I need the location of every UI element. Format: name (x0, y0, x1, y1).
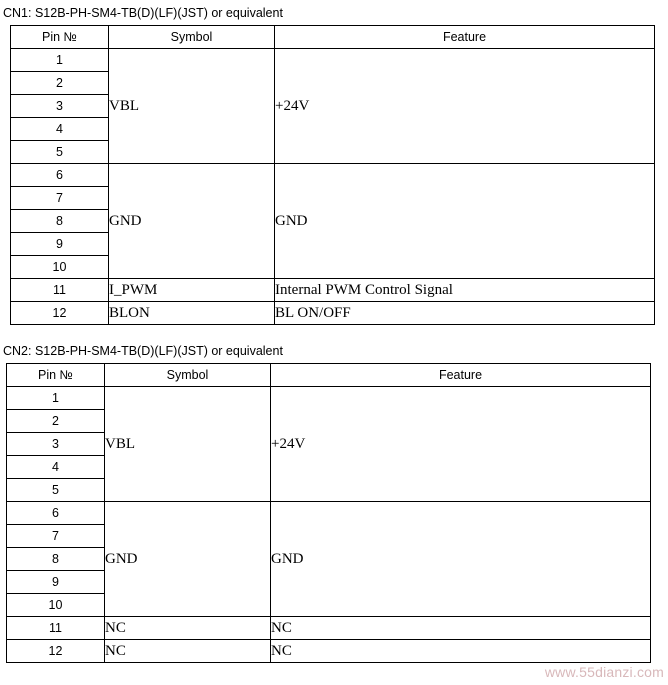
symbol-cell: BLON (109, 302, 275, 325)
pin-cell: 6 (11, 164, 109, 187)
cn2-caption: CN2: S12B-PH-SM4-TB(D)(LF)(JST) or equivalent (3, 344, 283, 358)
pin-cell: 12 (11, 302, 109, 325)
symbol-column-header: Symbol (105, 364, 271, 387)
feature-cell: GND (271, 502, 651, 617)
symbol-cell: VBL (109, 49, 275, 164)
feature-cell: Internal PWM Control Signal (275, 279, 655, 302)
cn1-pin-table (10, 25, 655, 325)
table-row (7, 640, 651, 663)
pin-column-header: Pin № (7, 364, 105, 387)
pin-cell: 2 (11, 72, 109, 95)
symbol-cell: I_PWM (109, 279, 275, 302)
feature-cell: +24V (275, 49, 655, 164)
pin-cell: 10 (7, 594, 105, 617)
symbol-cell: NC (105, 640, 271, 663)
symbol-cell: VBL (105, 387, 271, 502)
pin-column-header: Pin № (11, 26, 109, 49)
cn2-pin-table (6, 363, 651, 663)
pin-cell: 10 (11, 256, 109, 279)
pin-cell: 12 (7, 640, 105, 663)
feature-cell: NC (271, 617, 651, 640)
symbol-column-header: Symbol (109, 26, 275, 49)
feature-column-header: Feature (271, 364, 651, 387)
pin-cell: 9 (7, 571, 105, 594)
table-row (11, 164, 655, 187)
pin-cell: 9 (11, 233, 109, 256)
watermark: www.55dianzi.com (544, 664, 664, 680)
symbol-cell: GND (105, 502, 271, 617)
table-row (7, 617, 651, 640)
table-header-row (11, 26, 655, 49)
pin-cell: 4 (11, 118, 109, 141)
pin-cell: 6 (7, 502, 105, 525)
pin-cell: 7 (7, 525, 105, 548)
feature-cell: NC (271, 640, 651, 663)
feature-cell: +24V (271, 387, 651, 502)
pin-cell: 3 (11, 95, 109, 118)
table-header-row (7, 364, 651, 387)
pin-cell: 1 (11, 49, 109, 72)
pin-cell: 5 (11, 141, 109, 164)
feature-cell: BL ON/OFF (275, 302, 655, 325)
symbol-cell: NC (105, 617, 271, 640)
pin-cell: 1 (7, 387, 105, 410)
feature-cell: GND (275, 164, 655, 279)
cn1-caption: CN1: S12B-PH-SM4-TB(D)(LF)(JST) or equivalent (3, 6, 283, 20)
pin-cell: 3 (7, 433, 105, 456)
pin-cell: 8 (7, 548, 105, 571)
feature-column-header: Feature (275, 26, 655, 49)
pin-cell: 8 (11, 210, 109, 233)
pin-cell: 4 (7, 456, 105, 479)
pin-cell: 2 (7, 410, 105, 433)
pin-cell: 11 (7, 617, 105, 640)
table-row (11, 49, 655, 72)
table-row (7, 387, 651, 410)
pin-cell: 11 (11, 279, 109, 302)
pin-cell: 7 (11, 187, 109, 210)
table-row (11, 302, 655, 325)
symbol-cell: GND (109, 164, 275, 279)
pin-cell: 5 (7, 479, 105, 502)
table-row (7, 502, 651, 525)
table-row (11, 279, 655, 302)
